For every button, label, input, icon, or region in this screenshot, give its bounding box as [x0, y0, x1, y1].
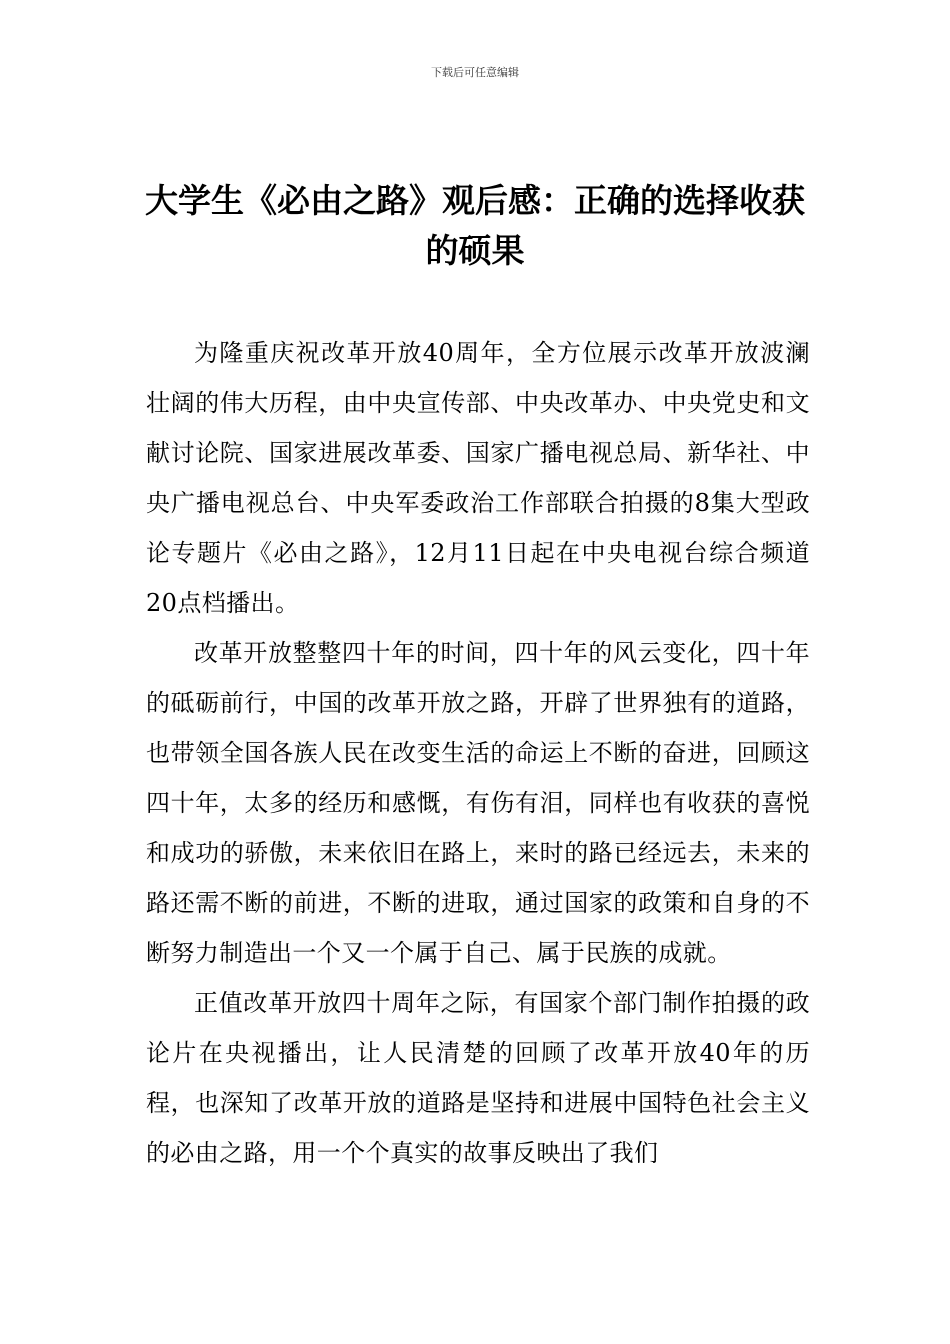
page-header-note: 下载后可任意编辑 [431, 66, 519, 79]
document-title: 大学生《必由之路》观后感：正确的选择收获的硕果 [145, 181, 805, 270]
document-body [146, 328, 810, 1178]
paragraph-1: 为隆重庆祝改革开放40周年，全方位展示改革开放波澜壮阔的伟大历程，由中央宣传部、中央改革办、中央党史和文献讨论院、国家进展改革委、国家广播电视总局、新华社、中央广播电视总台、中央军委政治工作部联合拍摄的8集大型政论专题片《必由之路》，12月11日起在中央电视台综合频道20点档播出。 [146, 339, 810, 617]
paragraph-3: 正值改革开放四十周年之际，有国家个部门制作拍摄的政论片在央视播出，让人民清楚的回顾了改革开放40年的历程，也深知了改革开放的道路是坚持和进展中国特色社会主义的必由之路，用一个个真实的故事反映出了我们 [146, 989, 810, 1167]
paragraph-2: 改革开放整整四十年的时间，四十年的风云变化，四十年的砥砺前行，中国的改革开放之路，开辟了世界独有的道路，也带领全国各族人民在改变生活的命运上不断的奋进，回顾这四十年，太多的经历和感慨，有伤有泪，同样也有收获的喜悦和成功的骄傲，未来依旧在路上，来时的路已经远去，未来的路还需不断的前进，不断的进取，通过国家的政策和自身的不断努力制造出一个又一个属于自己、属于民族的成就。 [146, 639, 810, 967]
